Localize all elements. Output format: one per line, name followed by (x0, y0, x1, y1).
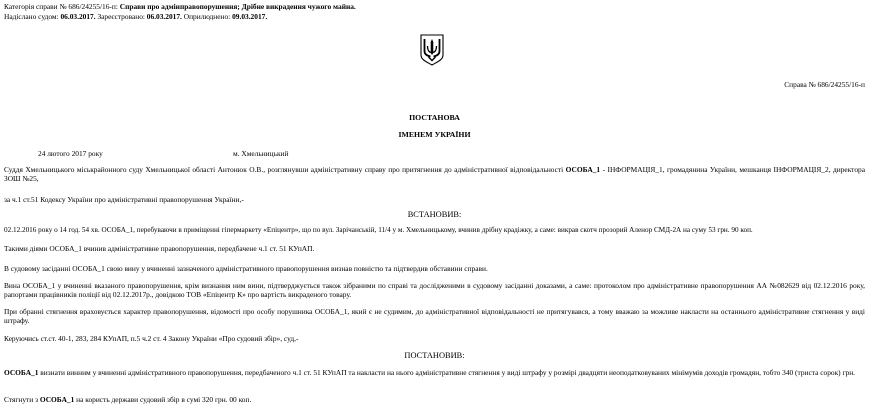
fee-text-start: Стягнути з (4, 395, 40, 404)
judge-paragraph (4, 165, 865, 183)
published-label: Оприлюднено: (181, 12, 233, 21)
tryzub-emblem (420, 34, 444, 66)
case-category-label: Категорія справи № 686/24255/16-п: (4, 2, 120, 11)
fee-text-end: на користь держави судовий збір в сумі 320 грн. 00 коп. (74, 395, 252, 404)
decreed-heading: ПОСТАНОВИВ: (404, 351, 465, 360)
published-date: 09.03.2017. (232, 12, 268, 21)
decision-paragraph (4, 368, 865, 377)
registered-date: 06.03.2017. (146, 12, 182, 21)
judge-text-end: - ІНФОРМАЦІЯ_1, громадянина України, мешканця ІНФОРМАЦІЯ_2, директора ЗОШ №25, (4, 165, 865, 183)
document-subtitle: ІМЕНЕМ УКРАЇНИ (398, 130, 471, 139)
guilt-paragraph: Вина ОСОБА_1 у вчиненні вказаного правопорушення, крім визнання ним вини, підтверджується також зібраними по справі та дослідженими в судовому засіданні доказами, а саме: протоколом про адміністративне правопорушення АА №082629 від 02.12.2016 року, рапортами працівників поліції від 02.12.2017р., довідкою ТОВ «Епіцентр К» про вартість викраденого товару. (4, 281, 865, 299)
person-name: ОСОБА_1 (39, 395, 75, 404)
sent-label: Надіслано судом: (4, 12, 61, 21)
article-paragraph: за ч.1 ст.51 Кодексу України про адміністративні правопорушення України,- (4, 195, 244, 204)
decision-text: визнати винним у вчиненні адміністративного правопорушення, передбаченого ч.1 ст. 51 КУпАП та накласти на нього адміністративне стягнення у виді штрафу у розмірі двадцяти неоподатковуваних мінімумів доходів громадян, тобто 340 (триста сорок) грн. (38, 368, 856, 377)
document-title: ПОСТАНОВА (409, 113, 460, 122)
case-number: Справа № 686/24255/16-п (784, 80, 865, 89)
case-dates-line (4, 12, 267, 21)
facts-paragraph: 02.12.2016 року о 14 год. 54 хв. ОСОБА_1, перебуваючи в приміщенні гіпермаркету «Епіцентр», що по вул. Зарічанській, 11/4 у м. Хмельницькому, вчинив дрібну крадіжку, а саме: викрав скотч прозорий Аленор СМД-2А на суму 53 грн. 90 коп. (4, 226, 753, 234)
court-session-paragraph: В судовому засіданні ОСОБА_1 свою вину у вчиненні зазначеного адміністративного правопорушення визнав повністю та підтвердив обставини справи. (4, 264, 488, 273)
registered-label: Зареєстровано: (95, 12, 147, 21)
penalty-paragraph: При обранні стягнення враховується характер правопорушення, відомості про особу порушника ОСОБА_1, який є не судимим, до адміністративної відповідальності не притягувався, а тому вважаю за можливе накласти на останнього адміністративне стягнення у виді штрафу. (4, 307, 865, 325)
case-category-line (4, 2, 356, 11)
guided-paragraph: Керуючись ст.ст. 40-1, 283, 284 КУпАП, п.5 ч.2 ст. 4 Закону України «Про судовий збір», суд,- (4, 334, 299, 343)
fee-paragraph (4, 395, 251, 404)
case-category-value: Справи про адмінправопорушення; Дрібне викрадення чужого майна. (119, 2, 356, 11)
decision-date: 24 лютого 2017 року (38, 149, 103, 158)
person-name: ОСОБА_1 (565, 165, 601, 174)
actions-paragraph: Такими діями ОСОБА_1 вчинив адміністративне правопорушення, передбачене ч.1 ст. 51 КУпАП. (4, 244, 315, 253)
judge-text-start: Суддя Хмельницького міськрайонного суду Хмельницької області Антонюк О.В., розглянувши адміністративну справу про притягнення до адміністративної відповідальності (4, 165, 566, 174)
sent-date: 06.03.2017. (60, 12, 96, 21)
established-heading: ВСТАНОВИВ: (407, 210, 462, 219)
person-name: ОСОБА_1 (4, 368, 39, 377)
decision-city: м. Хмельницький (233, 149, 289, 158)
